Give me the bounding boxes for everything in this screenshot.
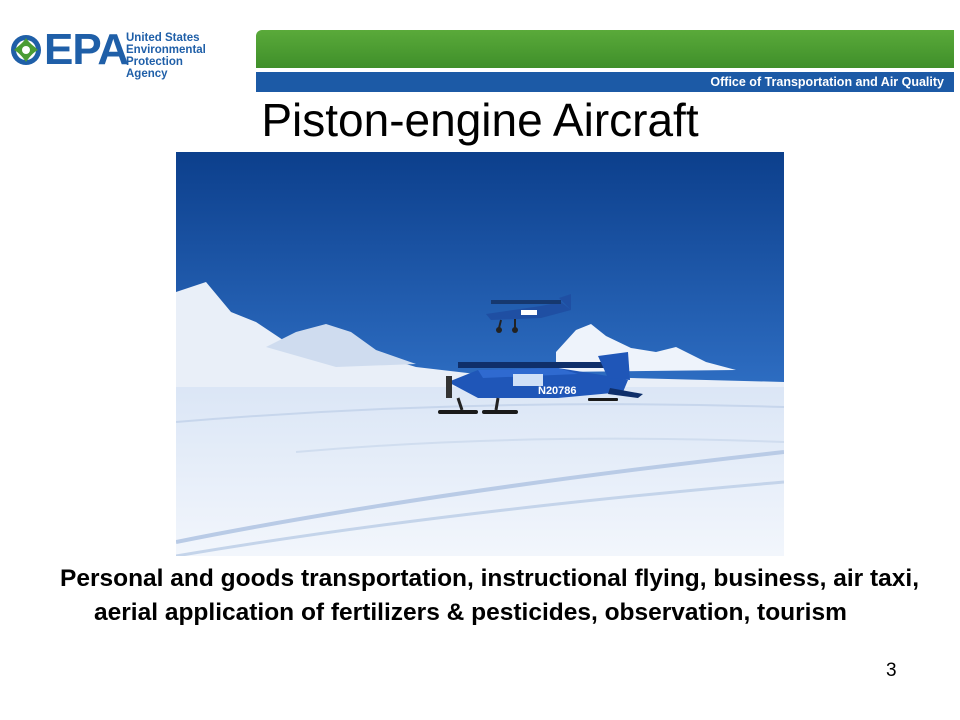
page-number: 3 <box>886 660 897 681</box>
agency-name <box>126 32 258 80</box>
agency-line-1: United States <box>126 32 200 44</box>
epa-logo <box>8 25 258 80</box>
aircraft-photo <box>176 152 784 556</box>
slide-title: Piston-engine Aircraft <box>261 94 699 146</box>
epa-flower-icon <box>8 30 44 70</box>
header-banner <box>0 0 960 96</box>
aircraft-photo-illustration <box>176 152 784 556</box>
agency-line-2: Environmental Protection <box>126 44 206 68</box>
logo-wordmark: EPA <box>44 25 129 74</box>
svg-text:N20786: N20786 <box>538 385 577 397</box>
header-green-bar <box>256 30 954 68</box>
office-label: Office of Transportation and Air Quality <box>710 75 944 89</box>
agency-line-3: Agency <box>126 68 168 80</box>
slide-caption: Personal and goods transportation, instructional flying, business, air taxi, aerial application of fertilizers & pesticides, observation, tourism <box>60 565 920 626</box>
snowfield <box>176 387 784 556</box>
